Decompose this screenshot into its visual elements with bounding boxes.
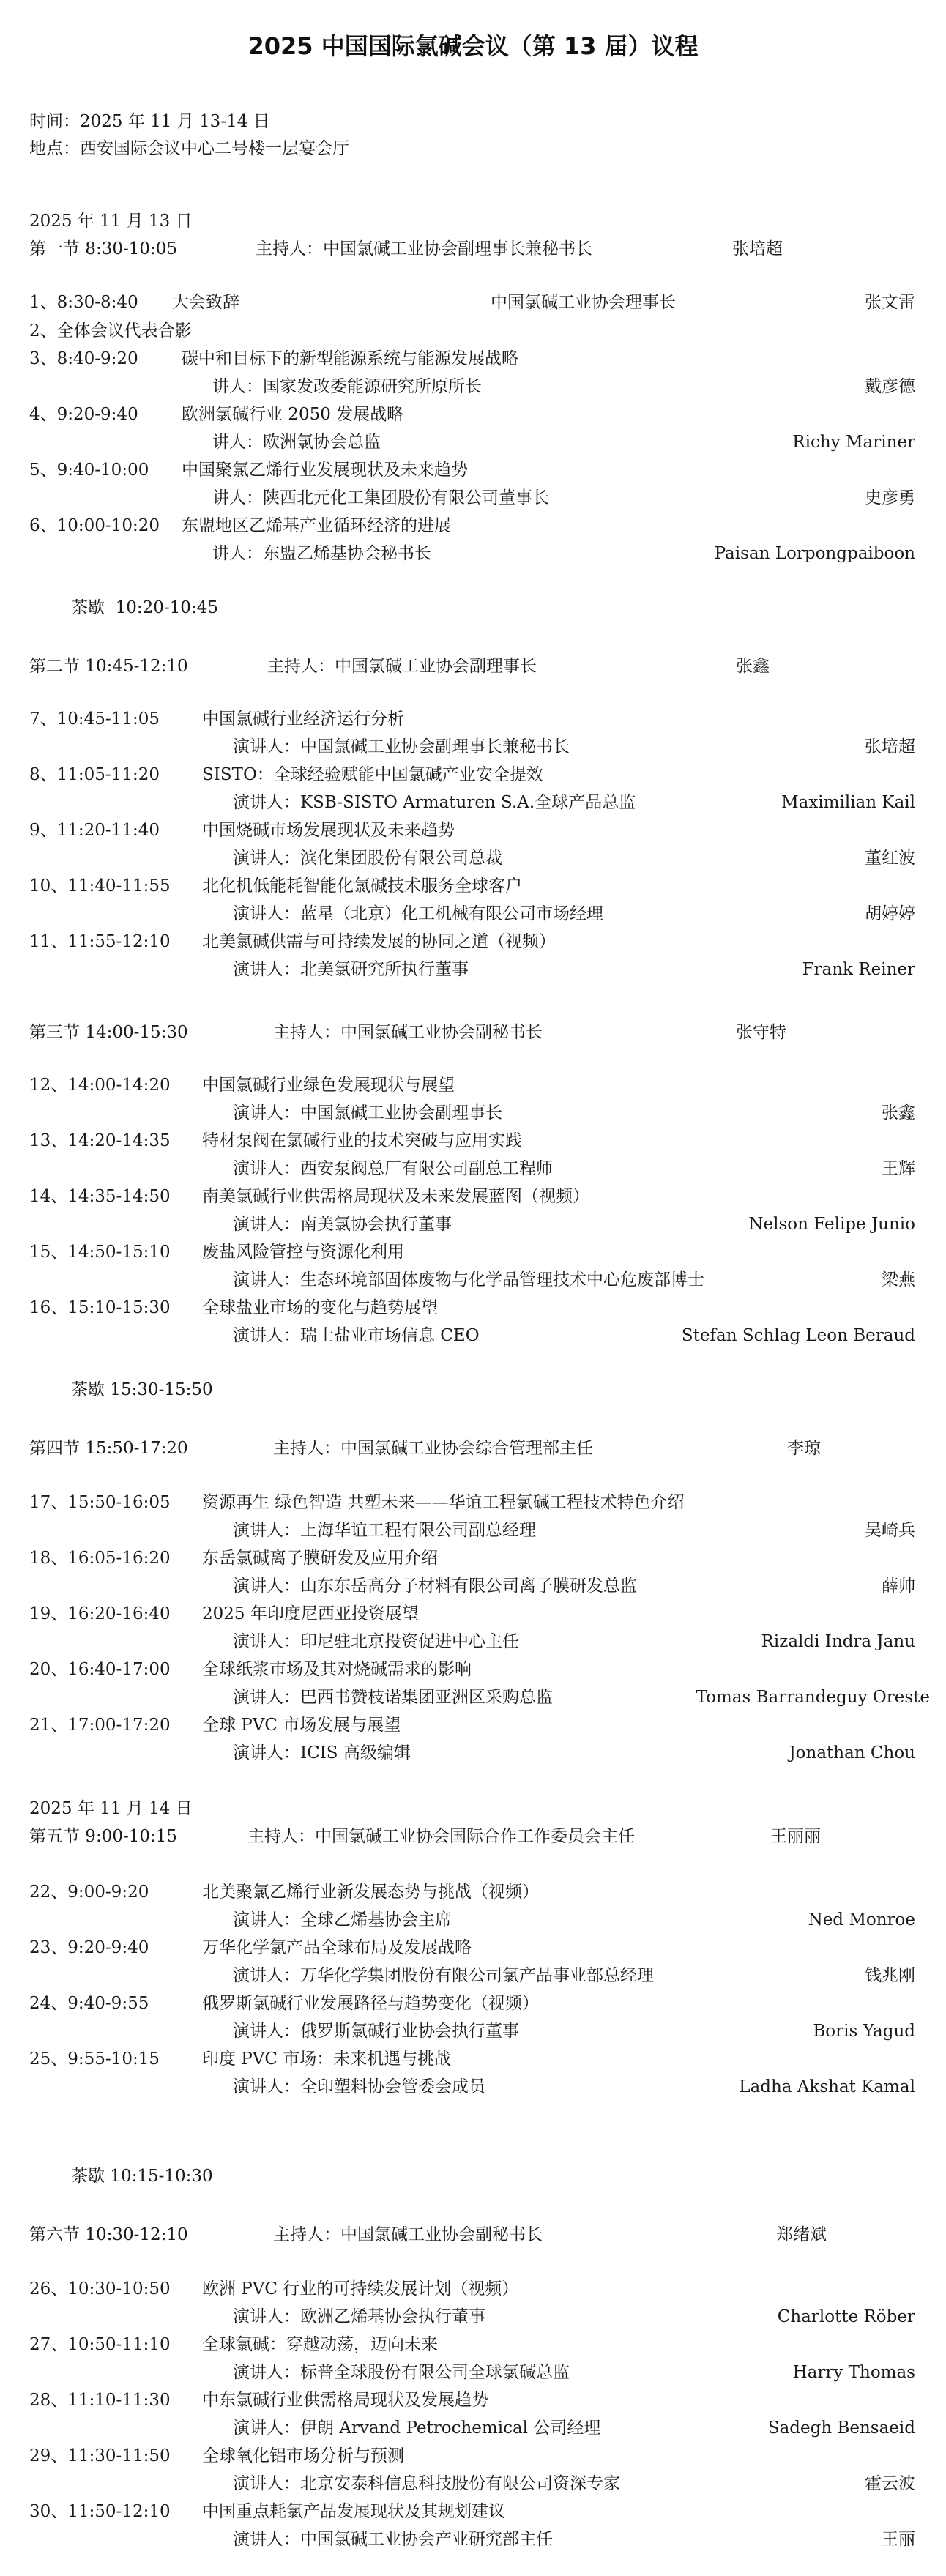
agenda-item	[29, 1989, 915, 2018]
item-speaker-title: 演讲人：欧洲乙烯基协会执行董事	[233, 2307, 485, 2326]
item-speaker-title: 讲人：东盟乙烯基协会秘书长	[212, 544, 431, 563]
item-speaker: Tomas Barrandeguy Oreste	[696, 1688, 930, 1707]
item-number: 12、14:00-14:20	[29, 1076, 171, 1095]
item-number: 9、11:20-11:40	[29, 821, 160, 840]
agenda-item	[29, 1293, 915, 1322]
item-number: 26、10:30-10:50	[29, 2279, 171, 2298]
agenda-speaker-line	[29, 2469, 915, 2498]
item-speaker: 张文雷	[865, 293, 915, 312]
item-number: 19、16:20-16:40	[29, 1604, 171, 1623]
item-topic: 中国氯碱行业经济运行分析	[202, 710, 404, 729]
item-speaker: 薛帅	[882, 1577, 915, 1596]
session-name: 第六节 10:30-12:10	[29, 2225, 188, 2244]
item-speaker-title: 演讲人：瑞士盐业市场信息 CEO	[233, 1326, 480, 1345]
session-host: 主持人：中国氯碱工业协会综合管理部主任	[273, 1439, 593, 1458]
agenda-item	[29, 316, 192, 346]
item-speaker: 史彦勇	[865, 488, 915, 507]
item-topic: 资源再生 绿色智造 共塑未来——华谊工程氯碱工程技术特色介绍	[202, 1493, 685, 1512]
item-speaker: Nelson Felipe Junio	[748, 1215, 915, 1234]
item-speaker-title: 演讲人：万华化学集团股份有限公司氯产品事业部总经理	[233, 1966, 654, 1985]
agenda-item	[29, 871, 915, 901]
session-header	[29, 2220, 930, 2249]
item-speaker: 霍云波	[865, 2474, 915, 2493]
item-speaker-title: 演讲人：滨化集团股份有限公司总裁	[233, 849, 502, 868]
agenda-item	[29, 1877, 915, 1907]
meeting-venue: 地点：西安国际会议中心二号楼一层宴会厅	[29, 139, 349, 158]
item-speaker-title: 演讲人：伊朗 Arvand Petrochemical 公司经理	[233, 2419, 601, 2438]
item-number: 27、10:50-11:10	[29, 2335, 171, 2354]
agenda-speaker-line	[29, 1571, 915, 1601]
agenda-item	[29, 511, 915, 540]
session-host-name: 王丽丽	[770, 1827, 821, 1846]
agenda-item	[29, 288, 915, 317]
agenda-speaker-line	[29, 2072, 915, 2102]
session-host-name: 张守特	[736, 1023, 786, 1042]
agenda-speaker-line	[29, 2413, 915, 2443]
item-topic: 欧洲 PVC 行业的可持续发展计划（视频）	[202, 2279, 519, 2298]
session-header	[29, 234, 930, 264]
item-speaker-title: 演讲人：山东东岳高分子材料有限公司离子膜研发总监	[233, 1577, 637, 1596]
agenda-item	[29, 1237, 915, 1267]
item-speaker: Richy Mariner	[792, 433, 915, 452]
session-host-name: 张鑫	[736, 657, 770, 676]
day-date: 2025 年 11 月 14 日	[29, 1799, 193, 1818]
agenda-item	[29, 1071, 915, 1100]
agenda-item	[29, 2497, 915, 2526]
agenda-speaker-line	[29, 788, 915, 817]
agenda-speaker-line	[29, 1961, 915, 1990]
agenda-item	[29, 400, 915, 429]
item-speaker-title: 演讲人：中国氯碱工业协会副理事长	[233, 1103, 502, 1123]
agenda-speaker-line	[29, 844, 915, 873]
item-topic: 废盐风险管控与资源化利用	[202, 1243, 404, 1262]
session-header	[29, 652, 930, 681]
agenda-speaker-line	[29, 372, 915, 401]
item-speaker: Maximilian Kail	[781, 793, 915, 812]
item-speaker: 戴彦德	[865, 377, 915, 396]
agenda-speaker-line	[29, 483, 915, 513]
item-number: 3、8:40-9:20	[29, 349, 138, 368]
agenda-item	[29, 1933, 915, 1962]
item-speaker: Frank Reiner	[802, 960, 915, 979]
item-topic: 全球盐业市场的变化与趋势展望	[202, 1298, 438, 1317]
agenda-speaker-line	[29, 1265, 915, 1295]
item-speaker-title: 演讲人：标普全球股份有限公司全球氯碱总监	[233, 2363, 570, 2382]
agenda-speaker-line	[29, 539, 915, 568]
session-host-name: 郑绪斌	[776, 2225, 827, 2244]
item-speaker-title: 演讲人：上海华谊工程有限公司副总经理	[233, 1521, 536, 1540]
session-host: 主持人：中国氯碱工业协会副理事长	[267, 657, 537, 676]
item-topic: 2025 年印度尼西亚投资展望	[202, 1604, 419, 1623]
item-speaker: 梁燕	[882, 1270, 915, 1289]
agenda-item	[29, 2330, 915, 2359]
agenda-speaker-line	[29, 1627, 915, 1656]
item-topic: 中国重点耗氯产品发展现状及其规划建议	[202, 2502, 505, 2521]
item-speaker: Harry Thomas	[792, 2363, 915, 2382]
session-host: 主持人：中国氯碱工业协会副秘书长	[273, 2225, 543, 2244]
session-host: 主持人：中国氯碱工业协会国际合作工作委员会主任	[247, 1827, 635, 1846]
item-speaker: 钱兆刚	[865, 1966, 915, 1985]
item-topic: 全球氧化铝市场分析与预测	[202, 2446, 404, 2465]
agenda-item	[29, 2044, 915, 2074]
session-header	[29, 1822, 930, 1851]
item-speaker-title: 演讲人：西安泵阀总厂有限公司副总工程师	[233, 1159, 553, 1178]
item-topic: 俄罗斯氯碱行业发展路径与趋势变化（视频）	[202, 1994, 539, 2013]
tea-break: 茶歇 10:15-10:30	[71, 2167, 213, 2186]
item-topic: 东盟地区乙烯基产业循环经济的进展	[182, 516, 451, 535]
session-host-name: 张培超	[732, 239, 783, 258]
item-number: 5、9:40-10:00	[29, 461, 149, 480]
item-number: 8、11:05-11:20	[29, 765, 160, 784]
agenda-item	[29, 1710, 915, 1740]
session-name: 第五节 9:00-10:15	[29, 1827, 178, 1846]
item-speaker-title: 演讲人：北美氯研究所执行董事	[233, 960, 469, 979]
item-speaker: Paisan Lorpongpaiboon	[714, 544, 915, 563]
item-speaker-title: 演讲人：全印塑料协会管委会成员	[233, 2077, 485, 2096]
agenda-item	[29, 1655, 915, 1684]
item-number: 23、9:20-9:40	[29, 1938, 149, 1957]
item-speaker: 张培超	[865, 737, 915, 756]
item-topic: 北美聚氯乙烯行业新发展态势与挑战（视频）	[202, 1883, 539, 1902]
agenda-speaker-line	[29, 2302, 915, 2331]
meeting-time: 时间：2025 年 11 月 13-14 日	[29, 112, 270, 131]
item-topic: 全球 PVC 市场发展与展望	[202, 1716, 401, 1735]
item-topic: 北美氯碱供需与可持续发展的协同之道（视频）	[202, 932, 556, 951]
item-speaker-title: 演讲人：巴西书赞枝诺集团亚洲区采购总监	[233, 1688, 553, 1707]
tea-break: 茶歇 10:20-10:45	[71, 598, 218, 617]
session-name: 第三节 14:00-15:30	[29, 1023, 188, 1042]
item-topic: SISTO：全球经验赋能中国氯碱产业安全提效	[202, 765, 543, 784]
agenda-item	[29, 1182, 915, 1211]
agenda-item	[29, 1488, 915, 1517]
item-speaker-title: 讲人：国家发改委能源研究所原所长	[212, 377, 482, 396]
agenda-speaker-line	[29, 1098, 915, 1128]
item-speaker: 张鑫	[882, 1103, 915, 1123]
item-number: 25、9:55-10:15	[29, 2050, 160, 2069]
item-speaker: Ned Monroe	[808, 1910, 915, 1929]
item-speaker: Jonathan Chou	[789, 1743, 915, 1762]
item-speaker-title: 演讲人：南美氯协会执行董事	[233, 1215, 452, 1234]
item-number: 4、9:20-9:40	[29, 405, 138, 424]
item-number: 24、9:40-9:55	[29, 1994, 149, 2013]
agenda-speaker-line	[29, 732, 915, 762]
agenda-speaker-line	[29, 1210, 915, 1239]
agenda-item	[29, 760, 915, 789]
item-topic: 北化机低能耗智能化氯碱技术服务全球客户	[202, 876, 522, 896]
day-date: 2025 年 11 月 13 日	[29, 212, 193, 231]
item-speaker-title: 演讲人：北京安泰科信息科技股份有限公司资深专家	[233, 2474, 620, 2493]
item-speaker: 吴崎兵	[865, 1521, 915, 1540]
agenda-speaker-line	[29, 2525, 915, 2554]
item-number: 2、全体会议代表合影	[29, 321, 192, 340]
agenda-item	[29, 1599, 915, 1628]
session-host-name: 李琼	[787, 1439, 821, 1458]
tea-break: 茶歇 15:30-15:50	[71, 1380, 213, 1399]
item-number: 18、16:05-16:20	[29, 1549, 171, 1568]
item-number: 10、11:40-11:55	[29, 876, 171, 896]
agenda-speaker-line	[29, 899, 915, 928]
item-speaker-title: 演讲人：蓝星（北京）化工机械有限公司市场经理	[233, 904, 603, 923]
item-topic: 中国氯碱行业绿色发展现状与展望	[202, 1076, 455, 1095]
item-number: 6、10:00-10:20	[29, 516, 160, 535]
agenda-item	[29, 1544, 915, 1573]
item-speaker-title: 演讲人：全球乙烯基协会主席	[233, 1910, 452, 1929]
item-number: 20、16:40-17:00	[29, 1660, 171, 1679]
item-speaker: 董红波	[865, 849, 915, 868]
item-topic: 全球纸浆市场及其对烧碱需求的影响	[202, 1660, 472, 1679]
item-speaker: 王辉	[882, 1159, 915, 1178]
item-speaker-title: 讲人：陕西北元化工集团股份有限公司董事长	[212, 488, 549, 507]
session-host: 主持人：中国氯碱工业协会副秘书长	[273, 1023, 543, 1042]
agenda-speaker-line	[29, 955, 915, 984]
item-speaker-title: 演讲人：中国氯碱工业协会产业研究部主任	[233, 2530, 553, 2549]
item-topic: 中国聚氯乙烯行业发展现状及未来趋势	[182, 461, 468, 480]
agenda-item	[29, 1126, 915, 1155]
page-title: 2025 中国国际氯碱会议（第 13 届）议程	[247, 32, 699, 60]
item-number: 15、14:50-15:10	[29, 1243, 171, 1262]
agenda-item	[29, 344, 915, 373]
item-number: 22、9:00-9:20	[29, 1883, 149, 1902]
item-number: 28、11:10-11:30	[29, 2391, 171, 2410]
item-topic: 中国烧碱市场发展现状及未来趋势	[202, 821, 455, 840]
agenda-item	[29, 927, 915, 956]
item-number: 7、10:45-11:05	[29, 710, 160, 729]
item-topic: 全球氯碱：穿越动荡，迈向未来	[202, 2335, 438, 2354]
item-speaker-title: 演讲人：生态环境部固体废物与化学品管理技术中心危废部博士	[233, 1270, 704, 1289]
agenda-item	[29, 2386, 915, 2415]
item-speaker-title: 演讲人：中国氯碱工业协会副理事长兼秘书长	[233, 737, 570, 756]
item-speaker: Boris Yagud	[813, 2022, 915, 2041]
item-number: 14、14:35-14:50	[29, 1187, 171, 1206]
item-speaker-title: 演讲人：俄罗斯氯碱行业协会执行董事	[233, 2022, 519, 2041]
item-number: 1、8:30-8:40	[29, 293, 138, 312]
item-topic: 特材泵阀在氯碱行业的技术突破与应用实践	[202, 1131, 522, 1150]
agenda-item	[29, 2274, 915, 2304]
item-number: 17、15:50-16:05	[29, 1493, 171, 1512]
item-speaker: Rizaldi Indra Janu	[761, 1632, 915, 1651]
agenda-item	[29, 704, 915, 734]
item-speaker: Ladha Akshat Kamal	[739, 2077, 915, 2096]
agenda-speaker-line	[29, 2358, 915, 2387]
item-speaker-title: 演讲人：ICIS 高级编辑	[233, 1743, 411, 1762]
item-topic: 东岳氯碱离子膜研发及应用介绍	[202, 1549, 438, 1568]
item-speaker-title: 讲人：欧洲氯协会总监	[212, 433, 381, 452]
item-speaker: Charlotte Röber	[777, 2307, 915, 2326]
item-number: 11、11:55-12:10	[29, 932, 171, 951]
agenda-item	[29, 2441, 915, 2471]
item-speaker-title: 演讲人：印尼驻北京投资促进中心主任	[233, 1632, 519, 1651]
session-host: 主持人：中国氯碱工业协会副理事长兼秘书长	[256, 239, 592, 258]
item-speaker-title: 演讲人：KSB-SISTO Armaturen S.A.全球产品总监	[233, 793, 636, 812]
agenda-speaker-line	[29, 1321, 915, 1350]
agenda-speaker-line	[29, 428, 915, 457]
item-topic: 欧洲氯碱行业 2050 发展战略	[182, 405, 404, 424]
item-topic: 南美氯碱行业供需格局现状及未来发展蓝图（视频）	[202, 1187, 589, 1206]
agenda-speaker-line	[29, 1683, 930, 1712]
agenda-speaker-line	[29, 1154, 915, 1183]
session-header	[29, 1018, 930, 1047]
item-topic: 碳中和目标下的新型能源系统与能源发展战略	[182, 349, 518, 368]
item-number: 21、17:00-17:20	[29, 1716, 171, 1735]
item-number: 29、11:30-11:50	[29, 2446, 171, 2465]
item-topic: 大会致辞	[172, 293, 239, 312]
item-topic: 印度 PVC 市场：未来机遇与挑战	[202, 2050, 452, 2069]
item-topic: 万华化学氯产品全球布局及发展战略	[202, 1938, 472, 1957]
session-name: 第一节 8:30-10:05	[29, 239, 178, 258]
session-header	[29, 1434, 930, 1463]
item-number: 13、14:20-14:35	[29, 1131, 171, 1150]
session-name: 第二节 10:45-12:10	[29, 657, 188, 676]
item-speaker: Stefan Schlag Leon Beraud	[681, 1326, 915, 1345]
item-number: 16、15:10-15:30	[29, 1298, 171, 1317]
item-topic: 中东氯碱行业供需格局现状及发展趋势	[202, 2391, 488, 2410]
agenda-speaker-line	[29, 1738, 915, 1768]
agenda-item	[29, 455, 915, 485]
agenda-speaker-line	[29, 1516, 915, 1545]
item-speaker: 胡婷婷	[865, 904, 915, 923]
item-number: 30、11:50-12:10	[29, 2502, 171, 2521]
agenda-item	[29, 816, 915, 845]
agenda-speaker-line	[29, 1905, 915, 1935]
session-name: 第四节 15:50-17:20	[29, 1439, 188, 1458]
agenda-speaker-line	[29, 2017, 915, 2046]
item-speaker: Sadegh Bensaeid	[767, 2419, 915, 2438]
item-speaker-title: 中国氯碱工业协会理事长	[491, 293, 676, 312]
item-speaker: 王丽	[882, 2530, 915, 2549]
